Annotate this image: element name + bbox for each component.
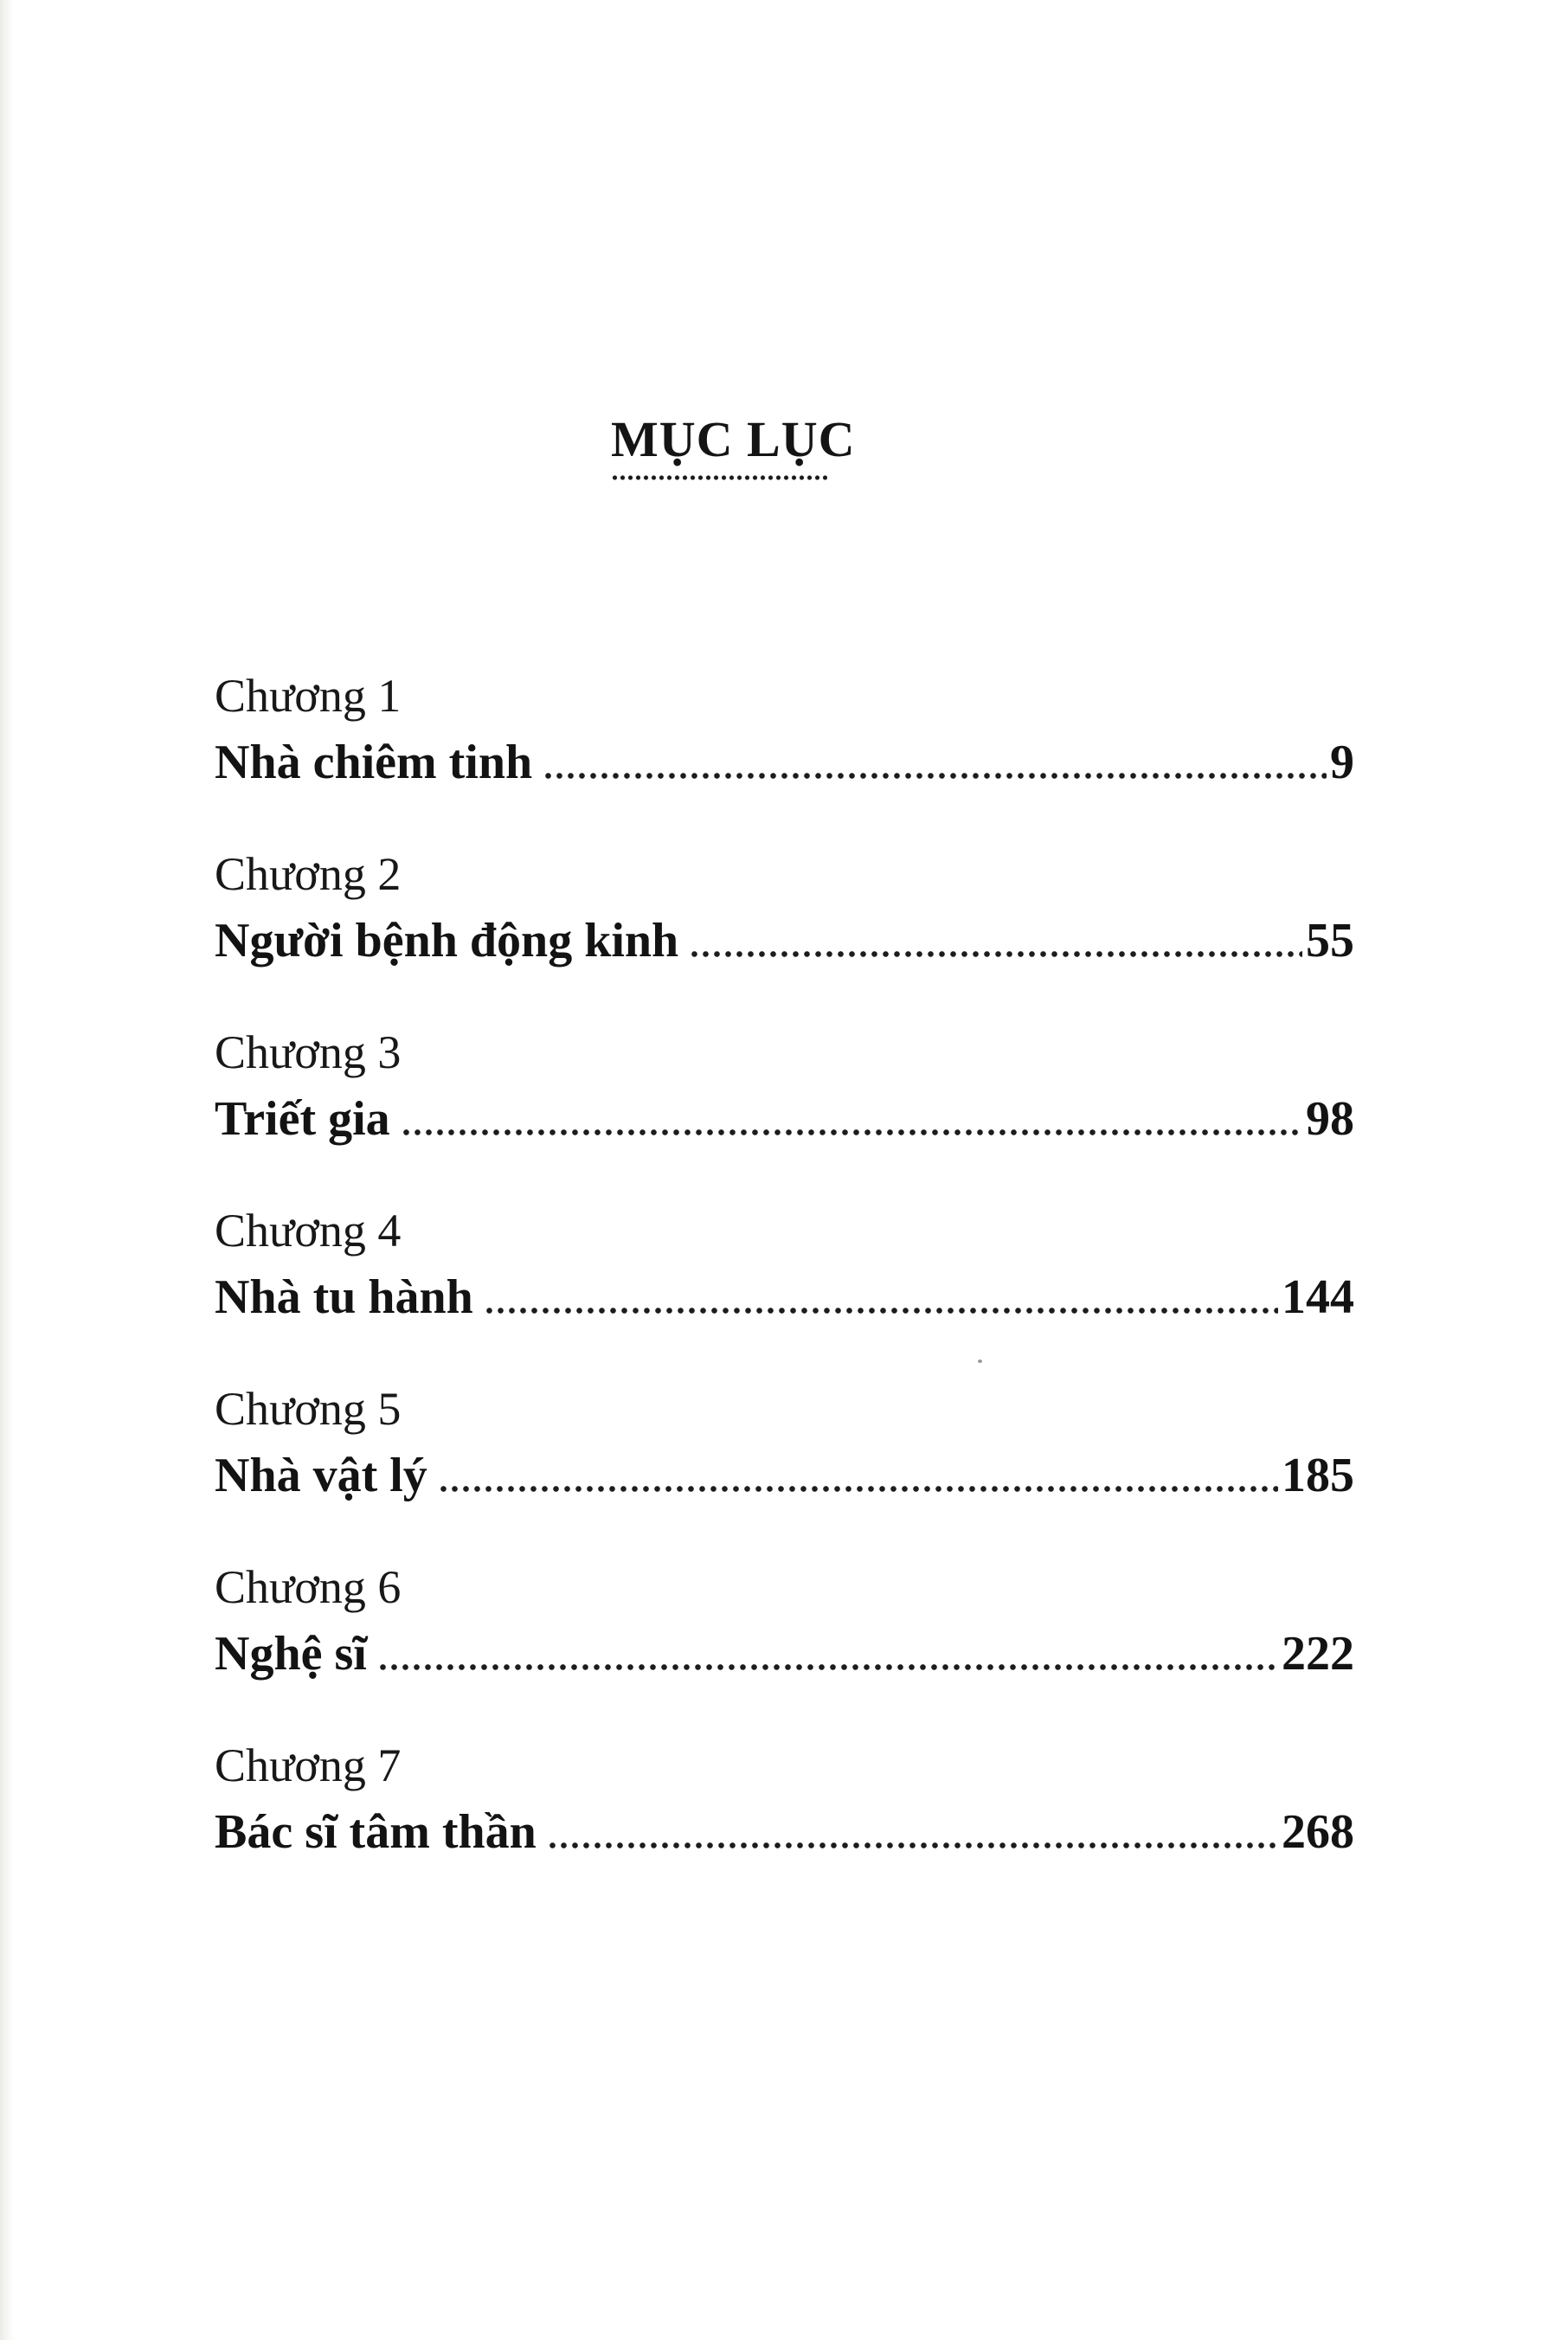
chapter-page-number: 98 xyxy=(1306,1092,1354,1146)
chapter-page-number: 9 xyxy=(1330,736,1354,789)
toc-entry xyxy=(215,1023,1354,1151)
chapter-title: Người bệnh động kinh xyxy=(215,914,679,968)
dot-leader xyxy=(543,772,1327,780)
toc-entry xyxy=(215,666,1354,794)
toc-entry xyxy=(215,1201,1354,1329)
scan-edge-shadow xyxy=(0,0,14,2340)
chapter-page-number: 55 xyxy=(1306,914,1354,968)
toc-entry xyxy=(215,1379,1354,1508)
chapter-number-label: Chương 4 xyxy=(215,1205,402,1257)
chapter-title-row xyxy=(215,1265,1354,1329)
dot-leader xyxy=(438,1485,1278,1493)
chapter-title-row xyxy=(215,1622,1354,1686)
dot-leader xyxy=(377,1663,1278,1671)
chapter-page-number: 185 xyxy=(1282,1449,1354,1502)
toc-entry xyxy=(215,1736,1354,1864)
chapter-title-row xyxy=(215,1087,1354,1151)
toc-list xyxy=(215,666,1354,1914)
chapter-number-label: Chương 7 xyxy=(215,1739,402,1791)
toc-entry xyxy=(215,1558,1354,1686)
chapter-title-row xyxy=(215,1800,1354,1864)
chapter-title-row xyxy=(215,730,1354,794)
chapter-number-label: Chương 3 xyxy=(215,1026,402,1078)
chapter-title: Nhà chiêm tinh xyxy=(215,736,533,789)
toc-entry xyxy=(215,845,1354,973)
chapter-title: Triết gia xyxy=(215,1092,390,1146)
dot-leader xyxy=(547,1842,1278,1849)
chapter-page-number: 268 xyxy=(1282,1805,1354,1859)
dot-leader xyxy=(484,1307,1278,1315)
dot-leader xyxy=(401,1128,1302,1136)
chapter-title: Nghệ sĩ xyxy=(215,1627,367,1681)
chapter-number-label: Chương 5 xyxy=(215,1383,402,1435)
chapter-title: Nhà tu hành xyxy=(215,1270,473,1324)
chapter-page-number: 144 xyxy=(1282,1270,1354,1324)
chapter-title: Nhà vật lý xyxy=(215,1449,427,1502)
scan-speck xyxy=(978,1360,982,1363)
chapter-title: Bác sĩ tâm thần xyxy=(215,1805,537,1859)
chapter-number-label: Chương 1 xyxy=(215,670,402,722)
page-heading xyxy=(611,410,856,481)
chapter-page-number: 222 xyxy=(1282,1627,1354,1681)
chapter-number-label: Chương 6 xyxy=(215,1561,402,1613)
chapter-title-row xyxy=(215,909,1354,973)
page-title: MỤC LỤC xyxy=(611,411,856,467)
title-dotted-underline xyxy=(611,474,827,481)
chapter-number-label: Chương 2 xyxy=(215,848,402,900)
chapter-title-row xyxy=(215,1443,1354,1508)
dot-leader xyxy=(689,950,1302,958)
